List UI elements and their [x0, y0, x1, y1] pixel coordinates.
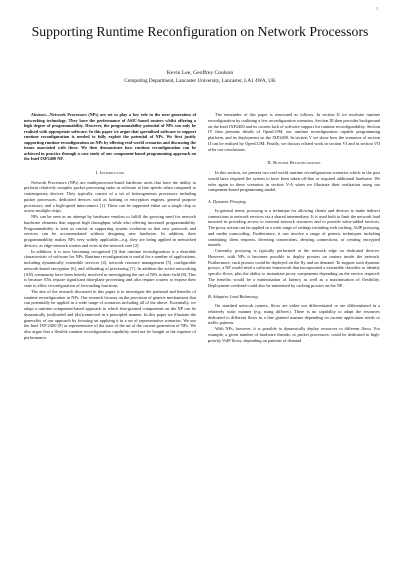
- subsection-heading-dynamic-proxying: A. Dynamic Proxying: [208, 199, 246, 204]
- paper-authors: Kevin Lee, Geoffrey Coulson: [166, 70, 234, 76]
- intro-paragraph-4: The aim of the research discussed in this paper is to investigate the potential and benefits of runtime reconfiguration in NPs. Our research focuses on the provision of generic mechanisms that can potentially be applied in a wide range of scenarios including all of the above. Essentially, we adopt a runtime component-based approach in which fine-grained components on the NP can be dynamically (un)loaded and (dis)connected in a principled manner. In this paper we illustrate the generality of our approach by focusing on applying it in a set of representative scenarios. We use the Intel IXP 2400 [9] as representative of the state of the art of the current generation of NPs. We also argue that a flexible runtime reconfiguration capability need not be bought at the expense of performance.: [24, 288, 196, 340]
- section-heading-introduction: I. Introduction: [95, 169, 125, 175]
- section2-paragraph-1: In this section, we present two real-world runtime reconfiguration scenarios which in the past would have required the system to have been taken off-line or required additional hardware. We refer again to these scenarios in section V-A when we illustrate their realisation using our component-based programming model.: [208, 170, 380, 193]
- structure-paragraph: The remainder of this paper is structured as follows. In section II we motivate runtime reconfiguration by outlining a few reconfiguration scenarios. Section III then provides background on the Intel IXP2400 and its current lack of software support for runtime reconfigurability. Section IV then presents details of OpenCOM, our runtime reconfiguration capable programming platform, and its deployment on the IXP2400. In section V we show how the scenarios of section II can be realised by OpenCOM. Finally, we discuss related work in section VI and in section VII offer our conclusions.: [208, 112, 380, 152]
- abstract: [24, 112, 196, 162]
- intro-paragraph-3: In addition, it is now becoming recognised [3] that runtime reconfiguration is a desirable characteristic of software for NPs. Runtime reconfiguration is useful for a number of applications, including dynamically extensible services [4], network resource management [5], configurable network-based encryption [6], and offloading of processing [7]. In addition the active networking (AN) community have been heavily involved in investigating the use of NPs in their field [8]. This is because ANs require significant data-plane processing and also require routers to expose their state to allow reconfiguration of forwarding functions.: [24, 248, 196, 289]
- paper-title: Supporting Runtime Reconfiguration on Network Processors: [31, 24, 369, 39]
- load-balancing-paragraph-1: On standard network routers, flows are either not differentiated or are differentiated in a relatively static manner (e.g. using diffserv). There is no capability to adapt the resources dedicated to different flows in a fine grained manner depending on current application needs or traffic patterns.: [208, 303, 380, 326]
- abstract-text: —Network Processors (NPs) are set to play a key role in the next generation of networking technology. They have the performance of ASIC-based routers whilst offering a high degree of programmability. However, the programmability potential of NPs can only be realised with appropriate software. In this paper we argue that specialised software to support runtime reconfiguration is needed to fully exploit the potential of NPs. We first justify supporting runtime reconfiguration on NPs by offering real-world scenarios and discussing the issues associated with these. We then demonstrate how runtime reconfiguration can be achieved in practice through a case study of our component-based programming approach on the Intel IXP2400 NP.: [24, 112, 196, 162]
- left-column: [24, 112, 196, 341]
- paper-affiliation: Computing Department, Lancaster University, Lancaster, LA1 4WA, UK: [124, 78, 276, 84]
- dynamic-proxying-paragraph-1: In general terms, proxying is a technique for allowing clients and devices to make indirect connections to network services via a shared intermediary. It is used both to limit the network load incurred in providing access to external network resources and to provide value-added services. The proxy notion can be applied in a wide range of settings including web caching, VoIP proxying, and media transcoding. Furthermore, it can involve a range of generic techniques including combining client requests, diverting connections, denying connections, or creating encrypted tunnels.: [208, 207, 380, 248]
- intro-paragraph-2: NPs can be seen as an attempt by hardware vendors to fulfill the growing need for network hardware elements that support high throughput while also offering increased programmability. Programmability is seen as crucial in supporting system evolution so that new protocols and services can be accommodated without designing new hardware. In addition, their programmability makes NPs very widely applicable—e.g. they are being applied in networked devices, as edge-network routers and even in the network core [2].: [24, 214, 196, 248]
- right-column: [208, 112, 380, 343]
- load-balancing-paragraph-2: With NPs, however, it is possible to dynamically deploy resources to different flows. For example, a given number of hardware threads, or packet processors, could be dedicated to high-priority VoIP flows, depending on patterns of demand: [208, 326, 380, 343]
- dynamic-proxying-paragraph-2: Currently, proxying is typically performed at the network edge on dedicated devices. However, with NPs it becomes possible to deploy proxies on routers inside the network. Furthermore, such proxies could be deployed on the fly and on demand. To support such dynamic proxys, a NP would need a software framework that incorporated a extensible classifier to identify specific flows, plus the ability to instantiate proxy components depending on the service required. The benefits would be a minimisation of latency as well as a maximisation of flexibility. Deployment overhead could also be minimised by caching proxies on the NP.: [208, 248, 380, 288]
- page-number: 1: [376, 6, 378, 11]
- intro-paragraph-1: Network Processors (NPs) are multiprocessor-based hardware units that have the ability to perform relatively complex packet processing tasks in software at line speeds when compared to contemporary devices. They typically consist of a set of heterogeneous processors including packet processors, dedicated devices such as hashing or encryption engines, general purpose processors, and a high-speed interconnect [1]. These can be supported either on a single chip or across multiple chips.: [24, 179, 196, 214]
- section-heading-runtime-reconfiguration: II. Runtime Reconfiguration: [267, 160, 321, 166]
- abstract-label: Abstract: [31, 112, 46, 117]
- subsection-heading-adaptive-load-balancing: B. Adaptive Load Balancing: [208, 294, 258, 300]
